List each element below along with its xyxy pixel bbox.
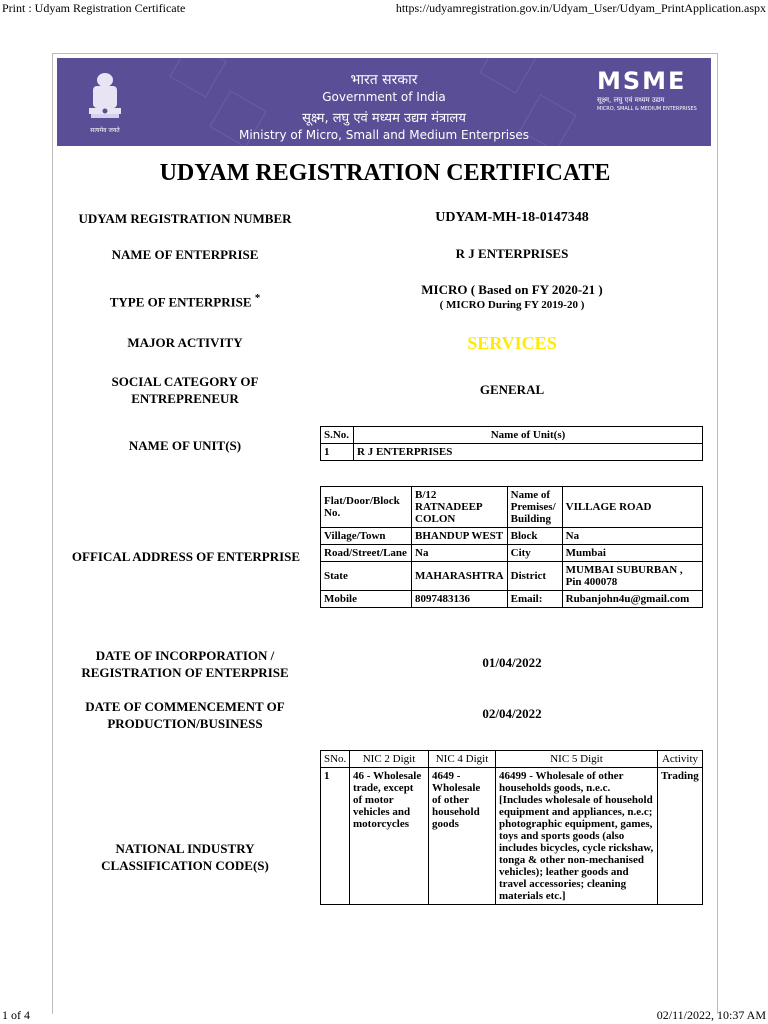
table-cell: State xyxy=(321,562,412,591)
enterprise-type-asterisk: * xyxy=(254,292,261,304)
table-row xyxy=(321,768,703,905)
table-row xyxy=(321,528,703,545)
nic-table xyxy=(320,750,703,905)
incorporation-date-label: DATE OF INCORPORATION / REGISTRATION OF ENTERPRISE xyxy=(81,648,289,680)
table-cell: District xyxy=(507,562,562,591)
table-cell: Na xyxy=(412,545,508,562)
table-cell: Road/Street/Lane xyxy=(321,545,412,562)
table-cell: 46499 - Wholesale of other households goods, n.e.c. [Includes wholesale of household equipment and appliances, n.e.c; photographic equipment, games, toys and sports goods (also includes bicycles, cycle rickshaw, tonga & other non-mechanised vehicles); leather goods and travel accessories; cleaning materials etc.] xyxy=(496,768,658,905)
table-row xyxy=(321,591,703,608)
table-header: SNo. xyxy=(321,751,350,768)
table-cell: 4649 - Wholesale of other household goods xyxy=(429,768,496,905)
units-label: NAME OF UNIT(S) xyxy=(128,438,242,453)
msme-logo-hindi: सूक्ष्म, लघु एवं मध्यम उद्यम xyxy=(597,96,665,104)
banner-government-of-india: Government of India xyxy=(322,90,446,104)
email-link[interactable]: Rubanjohn4u@gmail.com xyxy=(562,591,702,608)
table-header: Name of Unit(s) xyxy=(354,427,703,444)
certificate-title: UDYAM REGISTRATION CERTIFICATE xyxy=(159,160,611,186)
page-count: 1 of 4 xyxy=(2,1008,30,1022)
incorporation-date-value: 01/04/2022 xyxy=(482,655,542,670)
print-timestamp: 02/11/2022, 10:37 AM xyxy=(656,1008,766,1022)
table-header: NIC 4 Digit xyxy=(429,751,496,768)
government-banner xyxy=(57,58,711,146)
banner-ministry: Ministry of Micro, Small and Medium Enterprises xyxy=(238,128,530,142)
table-cell: Mumbai xyxy=(562,545,702,562)
table-cell: 1 xyxy=(321,444,354,461)
enterprise-type-sub: ( MICRO During FY 2019-20 ) xyxy=(439,299,585,311)
enterprise-type-value: MICRO ( Based on FY 2020-21 ) xyxy=(421,282,603,297)
enterprise-name-label: NAME OF ENTERPRISE xyxy=(111,247,259,262)
table-cell: 8097483136 xyxy=(412,591,508,608)
emblem-caption: सत्यमेव जयते xyxy=(90,127,120,134)
table-cell: VILLAGE ROAD xyxy=(562,487,702,528)
table-cell: Trading xyxy=(658,768,703,905)
table-cell: Block xyxy=(507,528,562,545)
table-header: S.No. xyxy=(321,427,354,444)
certificate-page xyxy=(52,53,718,1014)
reg-number-label: UDYAM REGISTRATION NUMBER xyxy=(78,211,292,226)
nic-label: NATIONAL INDUSTRY CLASSIFICATION CODE(S) xyxy=(101,841,269,873)
table-header-row xyxy=(321,751,703,768)
table-header: NIC 5 Digit xyxy=(496,751,658,768)
print-footer xyxy=(0,1006,768,1024)
table-header-row xyxy=(321,427,703,444)
print-header xyxy=(0,0,768,18)
table-cell: MUMBAI SUBURBAN , Pin 400078 xyxy=(562,562,702,591)
units-table xyxy=(320,426,703,461)
address-table xyxy=(320,486,703,608)
enterprise-name-value: R J ENTERPRISES xyxy=(455,246,569,261)
table-cell: Name of Premises/ Building xyxy=(507,487,562,528)
table-row xyxy=(321,444,703,461)
table-cell: Email: xyxy=(507,591,562,608)
table-cell: Mobile xyxy=(321,591,412,608)
table-cell: Na xyxy=(562,528,702,545)
major-activity-value: SERVICES xyxy=(467,333,557,353)
social-category-value: GENERAL xyxy=(479,382,545,397)
banner-hindi-government: भारत सरकार xyxy=(350,72,418,88)
commencement-date-value: 02/04/2022 xyxy=(482,706,542,721)
table-cell: Village/Town xyxy=(321,528,412,545)
address-label: OFFICAL ADDRESS OF ENTERPRISE xyxy=(71,549,301,564)
table-row xyxy=(321,487,703,528)
enterprise-type-label-text: TYPE OF ENTERPRISE xyxy=(109,294,252,310)
commencement-date-label: DATE OF COMMENCEMENT OF PRODUCTION/BUSINESS xyxy=(85,699,285,731)
table-cell: MAHARASHTRA xyxy=(412,562,508,591)
table-cell: R J ENTERPRISES xyxy=(354,444,703,461)
social-category-label: SOCIAL CATEGORY OF ENTREPRENEUR xyxy=(111,374,259,406)
reg-number-value: UDYAM-MH-18-0147348 xyxy=(435,210,589,225)
msme-logo-text: MSME xyxy=(597,67,687,95)
table-cell: City xyxy=(507,545,562,562)
table-cell: Flat/Door/Block No. xyxy=(321,487,412,528)
table-cell: BHANDUP WEST xyxy=(412,528,508,545)
table-header: Activity xyxy=(658,751,703,768)
table-row xyxy=(321,562,703,591)
banner-hindi-ministry: सूक्ष्म, लघु एवं मध्यम उद्यम मंत्रालय xyxy=(302,111,466,126)
msme-logo-english: MICRO, SMALL & MEDIUM ENTERPRISES xyxy=(597,106,697,112)
print-header-url: https://udyamregistration.gov.in/Udyam_User/Udyam_PrintApplication.aspx xyxy=(395,1,766,15)
major-activity-label: MAJOR ACTIVITY xyxy=(127,335,243,350)
table-cell: B/12 RATNADEEP COLON xyxy=(412,487,508,528)
msme-logo xyxy=(597,68,697,123)
table-header: NIC 2 Digit xyxy=(350,751,429,768)
table-cell: 1 xyxy=(321,768,350,905)
print-header-title: Print : Udyam Registration Certificate xyxy=(2,1,186,15)
table-row xyxy=(321,545,703,562)
enterprise-type-label xyxy=(67,290,303,310)
table-cell: 46 - Wholesale trade, except of motor vehicles and motorcycles xyxy=(350,768,429,905)
